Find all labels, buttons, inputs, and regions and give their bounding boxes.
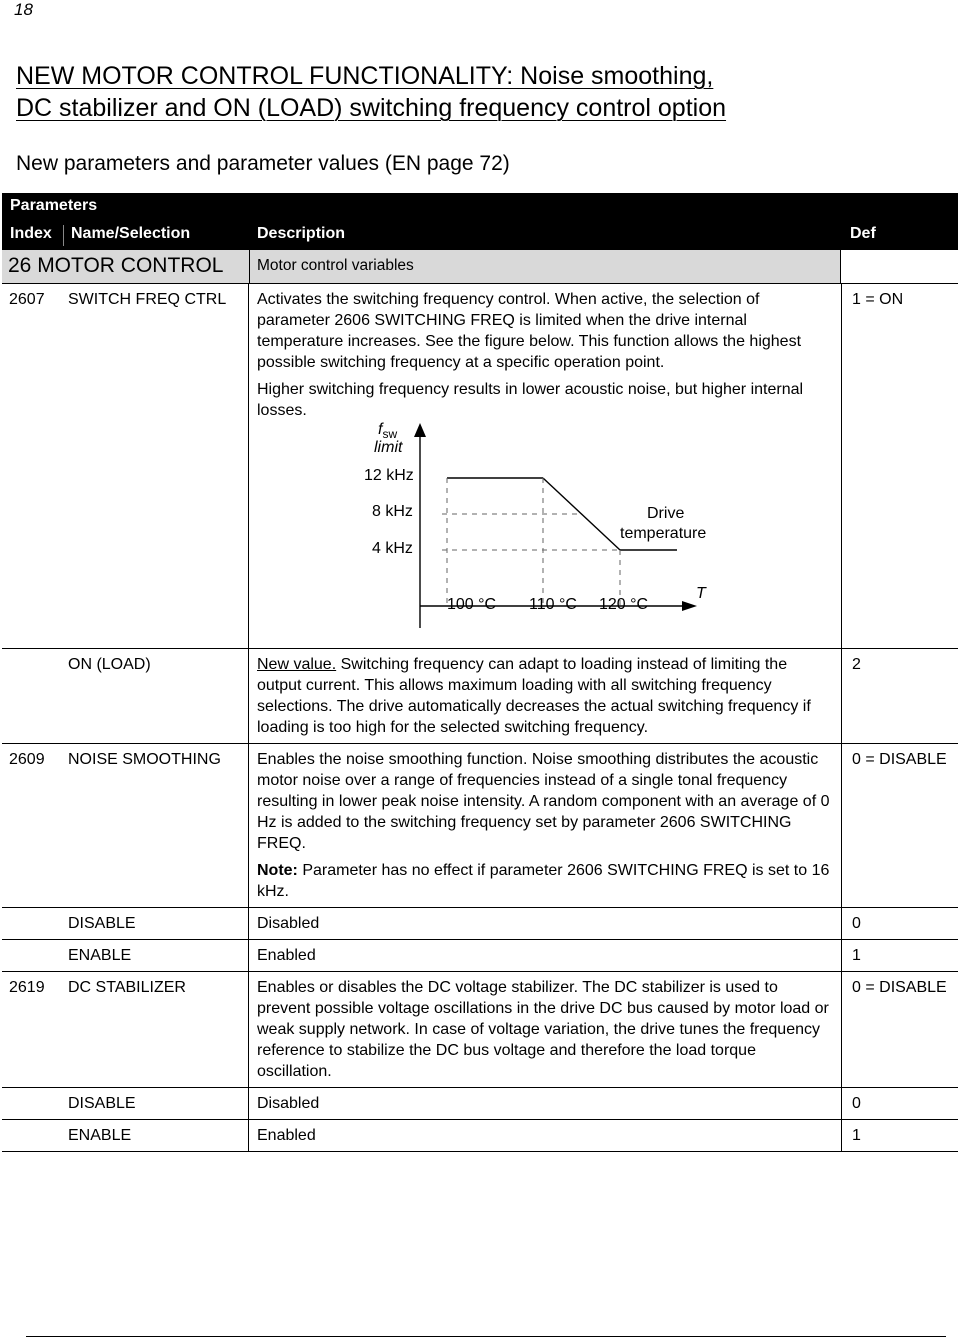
selection-name: DISABLE <box>68 908 249 939</box>
param-name: DC STABILIZER <box>68 972 249 1087</box>
param-index <box>2 940 68 971</box>
curve-label-temperature: temperature <box>620 525 707 542</box>
table-row <box>2 284 958 648</box>
table-header-columns <box>2 221 958 250</box>
curve-label-drive: Drive <box>647 505 685 522</box>
note-label: Note: <box>257 862 298 879</box>
description-text: Enables the noise smoothing function. Noise smoothing distributes the acoustic motor noise over a range of frequencies instead of a single tonal frequency resulting in lower peak noise intensity. A random component with an average of 0 Hz is added to the switching frequency set by parameter 2606 SWITCHING FREQ. <box>257 751 830 852</box>
note-paragraph <box>257 860 835 902</box>
selection-description: Disabled <box>249 1088 842 1119</box>
param-index: 2609 <box>9 751 45 768</box>
table-row <box>2 744 958 908</box>
y-axis-arrow <box>414 423 426 437</box>
table-row <box>2 972 958 1088</box>
tick-label-120c: 120 °C <box>599 596 649 613</box>
param-name: SWITCH FREQ CTRL <box>68 284 249 648</box>
table-row <box>2 908 958 940</box>
selection-default: 0 <box>852 915 861 932</box>
description-text: Higher switching frequency results in lower acoustic noise, but higher internal losses. <box>257 381 804 419</box>
y-axis-label-limit: limit <box>374 439 403 456</box>
tick-label-100c: 100 °C <box>447 596 497 613</box>
description-text: Activates the switching frequency control. When active, the selection of parameter 2606 SWITCHING FREQ is limited when the drive internal temperature increases. See the figure below. This function allows the highest possible switching frequency at a specific operation point. <box>257 291 802 371</box>
tick-label-110c: 110 °C <box>529 596 577 613</box>
group-divider <box>840 250 841 283</box>
page-number: 18 <box>14 0 33 19</box>
col-index-header: Index <box>10 225 52 242</box>
footer-rule <box>26 1336 946 1337</box>
group-name: 26 MOTOR CONTROL <box>8 254 224 277</box>
header-parameters-label: Parameters <box>10 197 98 214</box>
selection-description <box>249 649 842 743</box>
param-default: 0 = DISABLE <box>852 979 947 996</box>
param-default: 1 = ON <box>852 291 904 308</box>
switching-frequency-figure <box>257 423 835 643</box>
header-separator <box>63 225 64 246</box>
selection-name: ENABLE <box>68 1120 249 1151</box>
table-row <box>2 1088 958 1120</box>
selection-name: DISABLE <box>68 1088 249 1119</box>
selection-default: 1 <box>852 1127 861 1144</box>
selection-name: ON (LOAD) <box>68 649 249 743</box>
param-index: 2607 <box>9 291 45 308</box>
selection-default: 1 <box>852 947 861 964</box>
param-name: NOISE SMOOTHING <box>68 744 249 907</box>
table-header-parameters <box>2 193 958 221</box>
description-text: Switching frequency can adapt to loading instead of limiting the output current. This allows maximum loading with all switching frequency selections. The drive automatically decreases the actual switching frequency if loading is too high for the selected switching frequency. <box>257 656 811 736</box>
param-index <box>2 1120 68 1151</box>
note-text: Parameter has no effect if parameter 2606 SWITCHING FREQ is set to 16 kHz. <box>257 862 830 900</box>
group-description: Motor control variables <box>257 257 414 274</box>
selection-description: Disabled <box>249 908 842 939</box>
new-value-label: New value. <box>257 656 337 673</box>
title-line-1: NEW MOTOR CONTROL FUNCTIONALITY: Noise smoothing, <box>16 62 714 90</box>
param-description: Enables or disables the DC voltage stabilizer. The DC stabilizer is used to prevent possible voltage oscillations in the drive DC bus caused by motor load or weak supply network. In case of voltage variation, the drive tunes the frequency reference to stabilize the DC bus voltage and therefore the load torque oscillation. <box>249 972 842 1087</box>
param-index <box>2 649 68 743</box>
param-index <box>2 1088 68 1119</box>
group-row-motor-control <box>2 250 958 284</box>
param-index: 2619 <box>9 979 45 996</box>
param-description <box>249 744 842 907</box>
selection-default: 2 <box>852 656 861 673</box>
parameter-table <box>2 193 958 1152</box>
selection-description: Enabled <box>249 1120 842 1151</box>
section-subtitle: New parameters and parameter values (EN page 72) <box>16 152 510 175</box>
x-axis-label: T <box>696 585 706 602</box>
group-divider <box>249 250 250 283</box>
param-description <box>249 284 842 648</box>
tick-label-12khz: 12 kHz <box>364 467 414 484</box>
col-name-header: Name/Selection <box>71 225 191 242</box>
table-row <box>2 940 958 972</box>
param-default: 0 = DISABLE <box>852 751 947 768</box>
x-axis-arrow <box>682 601 697 611</box>
group-def-cell <box>841 250 958 283</box>
title-line-2: DC stabilizer and ON (LOAD) switching frequency control option <box>16 94 727 122</box>
selection-description: Enabled <box>249 940 842 971</box>
table-row <box>2 649 958 744</box>
page-title <box>16 60 726 124</box>
col-description-header: Description <box>257 225 346 242</box>
selection-default: 0 <box>852 1095 861 1112</box>
table-row <box>2 1120 958 1152</box>
selection-name: ENABLE <box>68 940 249 971</box>
tick-label-8khz: 8 kHz <box>372 503 413 520</box>
col-def-header: Def <box>850 225 876 242</box>
tick-label-4khz: 4 kHz <box>372 540 413 557</box>
param-index <box>2 908 68 939</box>
y-axis-label: $f_{sw}$ <box>378 421 398 442</box>
